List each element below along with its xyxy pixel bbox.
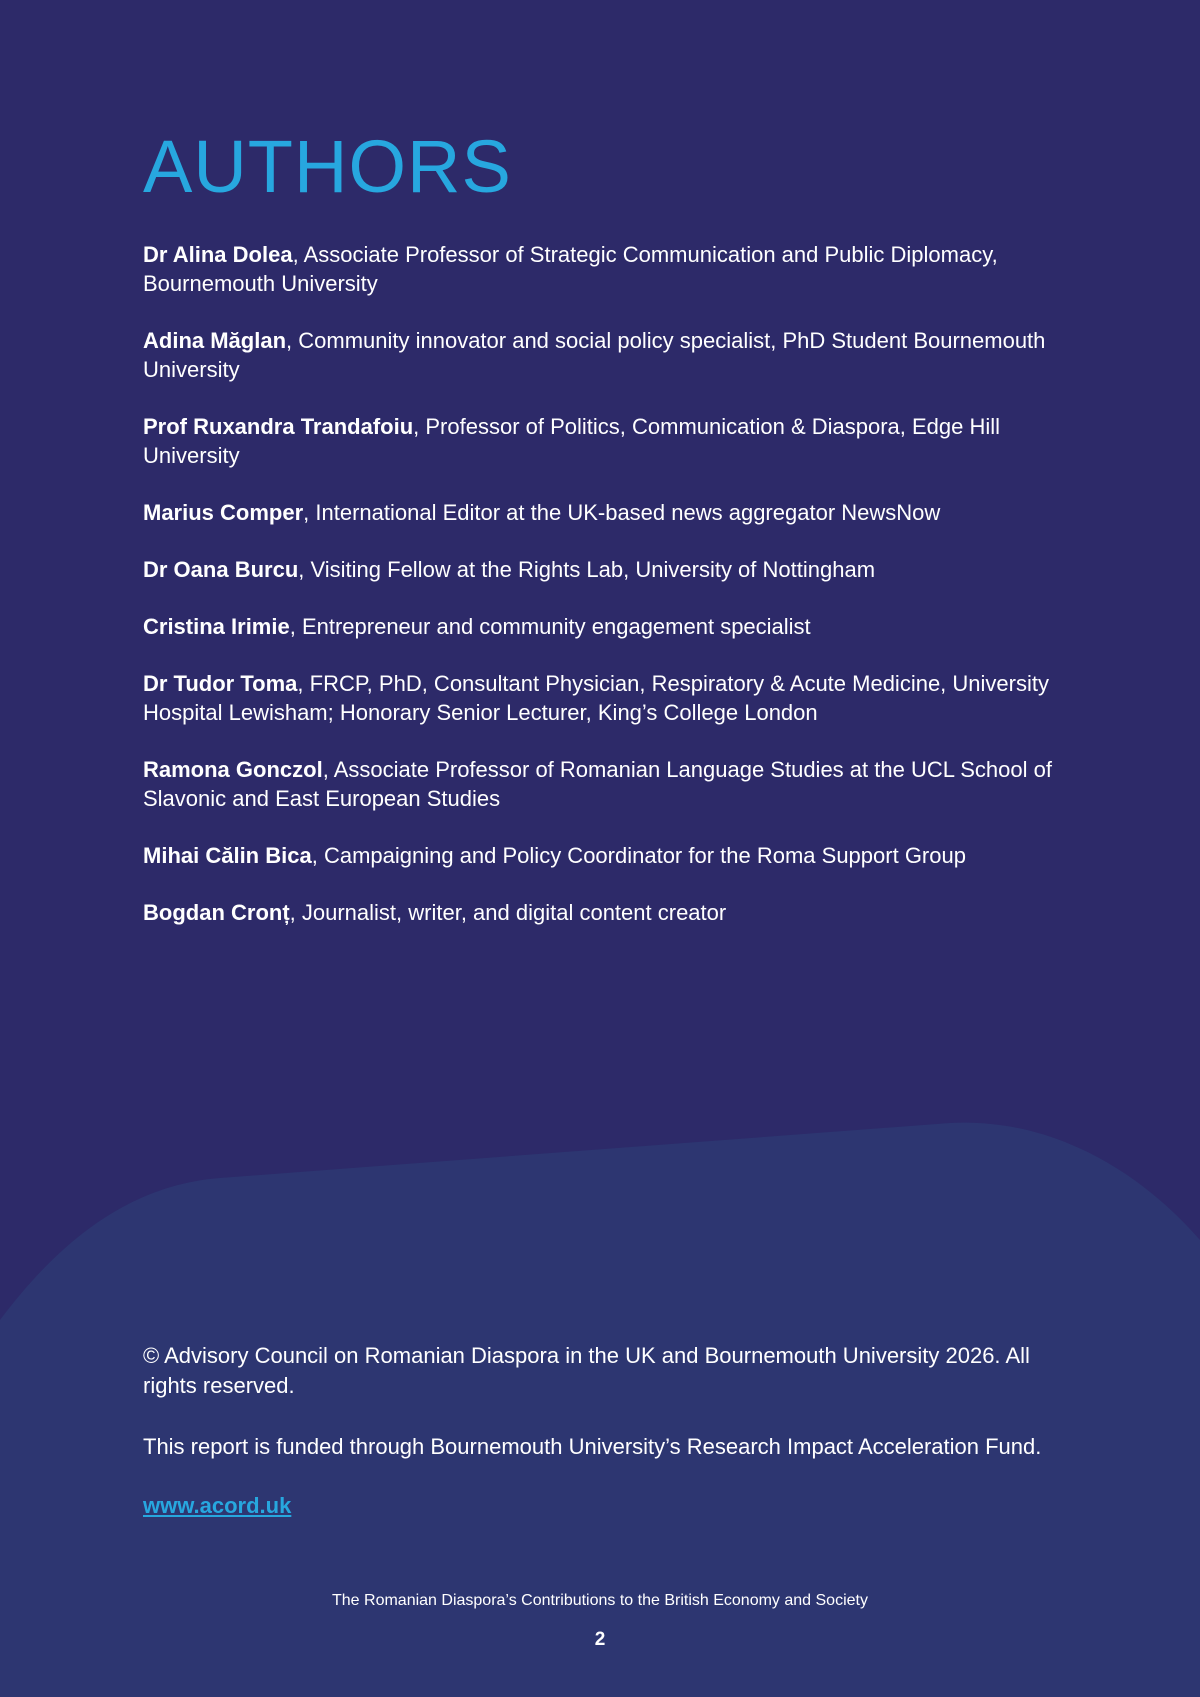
author-entry xyxy=(143,612,1063,641)
author-entry xyxy=(143,555,1063,584)
website-link[interactable]: www.acord.uk xyxy=(143,1493,292,1518)
author-role: , Journalist, writer, and digital content creator xyxy=(289,900,727,925)
author-entry xyxy=(143,898,1063,927)
author-role: , Community innovator and social policy specialist, PhD Student Bournemouth University xyxy=(143,328,1046,382)
author-entry xyxy=(143,841,1063,870)
author-role: , Professor of Politics, Communication & Diaspora, Edge Hill University xyxy=(143,414,1001,468)
author-name: Dr Oana Burcu xyxy=(143,557,299,582)
author-name: Ramona Gonczol xyxy=(143,757,323,782)
author-role: , Associate Professor of Strategic Communication and Public Diplomacy, Bournemouth University xyxy=(143,242,998,296)
author-entry xyxy=(143,326,1063,384)
author-name: Dr Alina Dolea xyxy=(143,242,293,267)
author-entry xyxy=(143,669,1063,727)
footer-notes xyxy=(143,1341,1063,1519)
author-entry xyxy=(143,240,1063,298)
running-title: The Romanian Diaspora’s Contributions to the British Economy and Society xyxy=(332,1592,868,1609)
copyright-notice: © Advisory Council on Romanian Diaspora in the UK and Bournemouth University 2026. All rights reserved. xyxy=(143,1343,1030,1398)
author-name: Cristina Irimie xyxy=(143,614,290,639)
author-name: Marius Comper xyxy=(143,500,304,525)
author-role: , Visiting Fellow at the Rights Lab, University of Nottingham xyxy=(298,557,876,582)
author-entry xyxy=(143,755,1063,813)
page-number: 2 xyxy=(594,1629,606,1650)
author-role: , Associate Professor of Romanian Language Studies at the UCL School of Slavonic and East European Studies xyxy=(143,757,1052,811)
author-entry xyxy=(143,498,1063,527)
funding-notice: This report is funded through Bournemouth University’s Research Impact Acceleration Fund. xyxy=(143,1434,1042,1459)
author-role: , Campaigning and Policy Coordinator for the Roma Support Group xyxy=(311,843,966,868)
author-name: Dr Tudor Toma xyxy=(143,671,298,696)
author-name: Bogdan Cronț xyxy=(143,900,290,925)
author-role: , International Editor at the UK-based news aggregator NewsNow xyxy=(303,500,941,525)
author-role: , Entrepreneur and community engagement specialist xyxy=(289,614,811,639)
author-name: Adina Măglan xyxy=(143,328,287,353)
author-role: , FRCP, PhD, Consultant Physician, Respiratory & Acute Medicine, University Hospital Lewisham; Honorary Senior Lecturer, King’s College London xyxy=(143,671,1049,725)
page-title: AUTHORS xyxy=(143,125,512,208)
author-name: Mihai Călin Bica xyxy=(143,843,312,868)
author-entry xyxy=(143,412,1063,470)
author-name: Prof Ruxandra Trandafoiu xyxy=(143,414,414,439)
authors-list xyxy=(143,240,1063,955)
